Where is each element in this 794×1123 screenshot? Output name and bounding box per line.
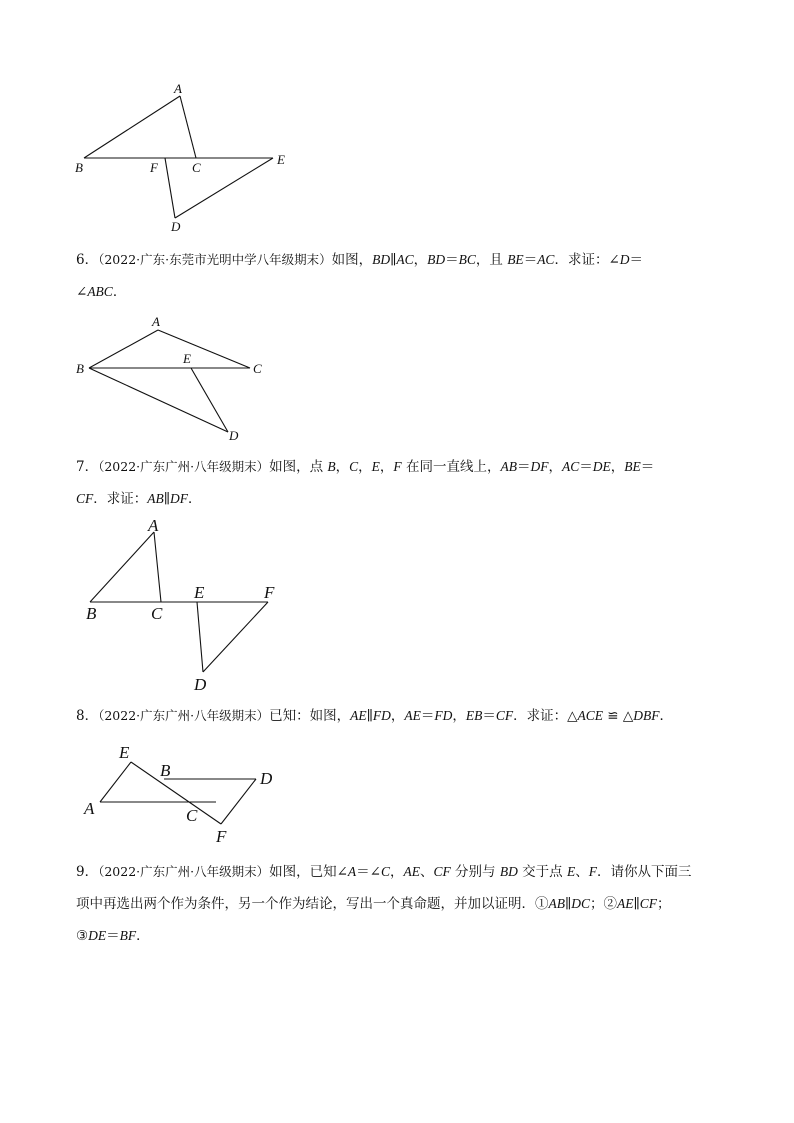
- problem-8: [76, 700, 716, 732]
- problem-7: [76, 451, 716, 515]
- figure-8: [78, 738, 298, 853]
- problem-9-line2: 项中再选出两个作为条件，另一个作为结论，写出一个真命题，并加以证明．①AB∥DC；②AE∥CF；: [76, 896, 671, 912]
- label-d: D: [194, 675, 207, 694]
- line-ed: [197, 602, 203, 672]
- problem-6: [76, 244, 716, 308]
- line-ed: [191, 368, 228, 432]
- label-b: B: [76, 361, 84, 376]
- line-fd: [165, 158, 175, 218]
- line-ba: [84, 96, 180, 158]
- label-b: B: [75, 160, 83, 175]
- line-ae: [100, 762, 131, 802]
- figure-7: [78, 512, 298, 697]
- line-ac: [154, 532, 161, 602]
- line-df: [203, 602, 268, 672]
- label-b: B: [160, 761, 171, 780]
- line-bd: [89, 368, 228, 432]
- label-e: E: [277, 152, 285, 167]
- problem-9: [76, 856, 716, 952]
- label-f: F: [264, 583, 275, 602]
- label-e: E: [119, 743, 130, 762]
- label-a: A: [152, 314, 160, 329]
- label-e: E: [194, 583, 205, 602]
- line-ef: [131, 762, 221, 824]
- label-c: C: [192, 160, 201, 175]
- label-b: B: [86, 604, 97, 623]
- line-ba: [90, 532, 154, 602]
- line-de: [175, 158, 273, 218]
- problem-9-line1: 9．（2022·广东广州·八年级期末）如图，已知∠A＝∠C，AE、CF 分别与 BD 交于点 E、F．请你从下面三: [76, 864, 692, 880]
- line-ba: [89, 330, 158, 368]
- label-d: D: [229, 428, 239, 443]
- label-e: E: [183, 351, 191, 366]
- figure-5: [60, 80, 320, 234]
- label-d: D: [260, 769, 273, 788]
- line-ac: [158, 330, 250, 368]
- label-a: A: [84, 799, 95, 818]
- label-d: D: [171, 219, 181, 234]
- label-c: C: [151, 604, 163, 623]
- figure-6: [70, 312, 280, 447]
- line-df: [221, 779, 256, 824]
- problem-6-line2: ∠ABC．: [76, 284, 127, 300]
- label-f: F: [150, 160, 158, 175]
- problem-7-line1: 7．（2022·广东广州·八年级期末）如图，点 B，C，E，F 在同一直线上，AB＝DF，AC＝DE，BE＝: [76, 459, 655, 475]
- label-f: F: [216, 827, 227, 846]
- label-a: A: [148, 516, 159, 535]
- line-ac: [180, 96, 196, 158]
- label-a: A: [174, 81, 182, 96]
- problem-8-line1: 8．（2022·广东广州·八年级期末）已知：如图，AE∥FD，AE＝FD，EB＝CF．求证：△ACE ≌ △DBF．: [76, 708, 674, 724]
- problem-7-line2: CF．求证：AB∥DF．: [76, 491, 202, 507]
- problem-6-line1: 6．（2022·广东·东莞市光明中学八年级期末）如图，BD∥AC，BD＝BC，且 BE＝AC．求证：∠D＝: [76, 252, 644, 268]
- label-c: C: [253, 361, 262, 376]
- problem-9-line3: ③DE＝BF．: [76, 928, 150, 944]
- label-c: C: [186, 806, 198, 825]
